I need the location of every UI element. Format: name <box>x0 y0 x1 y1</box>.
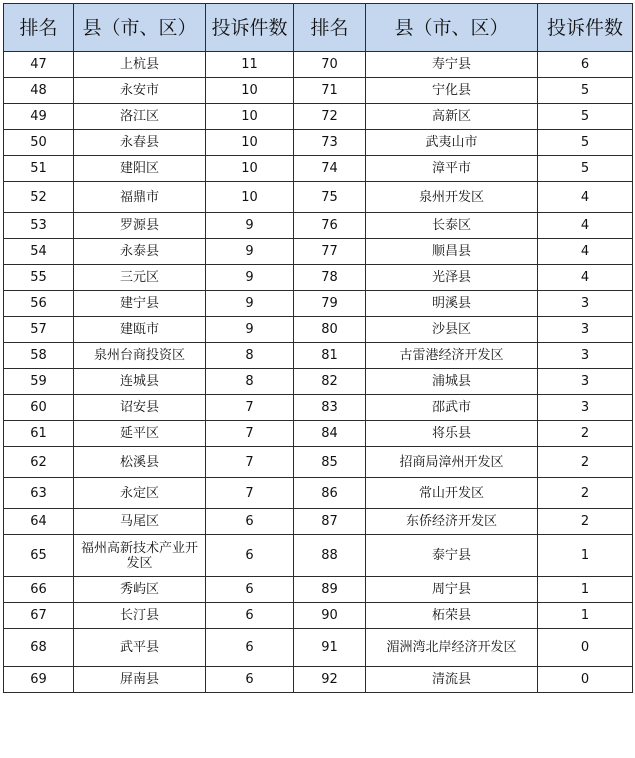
rank-cell: 86 <box>294 478 366 509</box>
count-cell: 7 <box>206 447 294 478</box>
rank-cell: 82 <box>294 369 366 395</box>
county-cell: 常山开发区 <box>366 478 538 509</box>
rank-cell: 54 <box>4 239 74 265</box>
county-cell: 诏安县 <box>74 395 206 421</box>
rank-cell: 65 <box>4 535 74 577</box>
count-cell: 10 <box>206 156 294 182</box>
count-cell: 4 <box>538 182 633 213</box>
table-row <box>4 395 633 421</box>
county-cell: 永定区 <box>74 478 206 509</box>
count-cell: 1 <box>538 603 633 629</box>
count-cell: 10 <box>206 104 294 130</box>
rank-cell: 74 <box>294 156 366 182</box>
count-cell: 7 <box>206 478 294 509</box>
rank-cell: 57 <box>4 317 74 343</box>
count-cell: 5 <box>538 156 633 182</box>
count-cell: 10 <box>206 78 294 104</box>
rank-cell: 51 <box>4 156 74 182</box>
county-cell: 泉州开发区 <box>366 182 538 213</box>
header-county-right: 县（市、区） <box>366 4 538 52</box>
county-cell: 柘荣县 <box>366 603 538 629</box>
count-cell: 9 <box>206 239 294 265</box>
table-row <box>4 182 633 213</box>
rank-cell: 66 <box>4 577 74 603</box>
rank-cell: 88 <box>294 535 366 577</box>
rank-cell: 64 <box>4 509 74 535</box>
count-cell: 4 <box>538 239 633 265</box>
county-cell: 武夷山市 <box>366 130 538 156</box>
county-cell: 连城县 <box>74 369 206 395</box>
county-cell: 将乐县 <box>366 421 538 447</box>
county-cell: 延平区 <box>74 421 206 447</box>
complaint-ranking-table <box>3 3 633 693</box>
table-row <box>4 52 633 78</box>
county-cell: 高新区 <box>366 104 538 130</box>
rank-cell: 68 <box>4 629 74 667</box>
county-cell: 永春县 <box>74 130 206 156</box>
rank-cell: 70 <box>294 52 366 78</box>
rank-cell: 56 <box>4 291 74 317</box>
county-cell: 顺昌县 <box>366 239 538 265</box>
count-cell: 5 <box>538 104 633 130</box>
count-cell: 9 <box>206 317 294 343</box>
table-row <box>4 343 633 369</box>
county-cell: 泰宁县 <box>366 535 538 577</box>
count-cell: 4 <box>538 213 633 239</box>
rank-cell: 49 <box>4 104 74 130</box>
rank-cell: 89 <box>294 577 366 603</box>
county-cell: 沙县区 <box>366 317 538 343</box>
county-cell: 建阳区 <box>74 156 206 182</box>
count-cell: 6 <box>206 509 294 535</box>
count-cell: 6 <box>206 603 294 629</box>
count-cell: 8 <box>206 369 294 395</box>
table-row <box>4 667 633 693</box>
rank-cell: 69 <box>4 667 74 693</box>
count-cell: 6 <box>206 667 294 693</box>
count-cell: 5 <box>538 130 633 156</box>
county-cell: 福州高新技术产业开发区 <box>74 535 206 577</box>
table-row <box>4 478 633 509</box>
county-cell: 光泽县 <box>366 265 538 291</box>
count-cell: 5 <box>538 78 633 104</box>
county-cell: 屏南县 <box>74 667 206 693</box>
county-cell: 浦城县 <box>366 369 538 395</box>
table-row <box>4 239 633 265</box>
header-county-left: 县（市、区） <box>74 4 206 52</box>
rank-cell: 78 <box>294 265 366 291</box>
count-cell: 4 <box>538 265 633 291</box>
count-cell: 2 <box>538 478 633 509</box>
county-cell: 漳平市 <box>366 156 538 182</box>
rank-cell: 85 <box>294 447 366 478</box>
county-cell: 招商局漳州开发区 <box>366 447 538 478</box>
rank-cell: 81 <box>294 343 366 369</box>
county-cell: 永安市 <box>74 78 206 104</box>
table-row <box>4 629 633 667</box>
county-cell: 长泰区 <box>366 213 538 239</box>
count-cell: 9 <box>206 213 294 239</box>
county-cell: 三元区 <box>74 265 206 291</box>
table-row <box>4 156 633 182</box>
county-cell: 马尾区 <box>74 509 206 535</box>
count-cell: 9 <box>206 265 294 291</box>
county-cell: 松溪县 <box>74 447 206 478</box>
rank-cell: 55 <box>4 265 74 291</box>
header-rank-right: 排名 <box>294 4 366 52</box>
rank-cell: 75 <box>294 182 366 213</box>
county-cell: 永泰县 <box>74 239 206 265</box>
count-cell: 9 <box>206 291 294 317</box>
table-row <box>4 104 633 130</box>
rank-cell: 58 <box>4 343 74 369</box>
rank-cell: 67 <box>4 603 74 629</box>
rank-cell: 84 <box>294 421 366 447</box>
count-cell: 2 <box>538 509 633 535</box>
table-row <box>4 369 633 395</box>
table-row <box>4 291 633 317</box>
table-row <box>4 265 633 291</box>
table-row <box>4 78 633 104</box>
table-row <box>4 603 633 629</box>
rank-cell: 83 <box>294 395 366 421</box>
table-row <box>4 130 633 156</box>
rank-cell: 79 <box>294 291 366 317</box>
county-cell: 秀屿区 <box>74 577 206 603</box>
header-count-left: 投诉件数 <box>206 4 294 52</box>
table-row <box>4 213 633 239</box>
count-cell: 3 <box>538 369 633 395</box>
rank-cell: 50 <box>4 130 74 156</box>
count-cell: 3 <box>538 395 633 421</box>
rank-cell: 72 <box>294 104 366 130</box>
count-cell: 10 <box>206 182 294 213</box>
county-cell: 清流县 <box>366 667 538 693</box>
rank-cell: 47 <box>4 52 74 78</box>
rank-cell: 76 <box>294 213 366 239</box>
count-cell: 1 <box>538 535 633 577</box>
rank-cell: 53 <box>4 213 74 239</box>
rank-cell: 77 <box>294 239 366 265</box>
header-count-right: 投诉件数 <box>538 4 633 52</box>
count-cell: 10 <box>206 130 294 156</box>
county-cell: 洛江区 <box>74 104 206 130</box>
count-cell: 2 <box>538 421 633 447</box>
table-row <box>4 317 633 343</box>
table-row <box>4 577 633 603</box>
county-cell: 福鼎市 <box>74 182 206 213</box>
rank-cell: 48 <box>4 78 74 104</box>
rank-cell: 71 <box>294 78 366 104</box>
table-row <box>4 447 633 478</box>
county-cell: 建瓯市 <box>74 317 206 343</box>
rank-cell: 52 <box>4 182 74 213</box>
count-cell: 6 <box>206 577 294 603</box>
count-cell: 3 <box>538 343 633 369</box>
county-cell: 东侨经济开发区 <box>366 509 538 535</box>
header-rank-left: 排名 <box>4 4 74 52</box>
rank-cell: 59 <box>4 369 74 395</box>
county-cell: 宁化县 <box>366 78 538 104</box>
count-cell: 0 <box>538 667 633 693</box>
count-cell: 7 <box>206 395 294 421</box>
count-cell: 8 <box>206 343 294 369</box>
count-cell: 7 <box>206 421 294 447</box>
county-cell: 武平县 <box>74 629 206 667</box>
count-cell: 3 <box>538 317 633 343</box>
rank-cell: 61 <box>4 421 74 447</box>
county-cell: 周宁县 <box>366 577 538 603</box>
count-cell: 11 <box>206 52 294 78</box>
count-cell: 6 <box>538 52 633 78</box>
county-cell: 明溪县 <box>366 291 538 317</box>
count-cell: 3 <box>538 291 633 317</box>
count-cell: 6 <box>206 629 294 667</box>
count-cell: 2 <box>538 447 633 478</box>
county-cell: 古雷港经济开发区 <box>366 343 538 369</box>
rank-cell: 63 <box>4 478 74 509</box>
table-row <box>4 509 633 535</box>
county-cell: 寿宁县 <box>366 52 538 78</box>
county-cell: 湄洲湾北岸经济开发区 <box>366 629 538 667</box>
county-cell: 长汀县 <box>74 603 206 629</box>
table-row <box>4 535 633 577</box>
rank-cell: 60 <box>4 395 74 421</box>
rank-cell: 73 <box>294 130 366 156</box>
rank-cell: 62 <box>4 447 74 478</box>
count-cell: 1 <box>538 577 633 603</box>
rank-cell: 87 <box>294 509 366 535</box>
table-row <box>4 421 633 447</box>
county-cell: 上杭县 <box>74 52 206 78</box>
count-cell: 0 <box>538 629 633 667</box>
county-cell: 邵武市 <box>366 395 538 421</box>
header-row <box>4 4 633 52</box>
count-cell: 6 <box>206 535 294 577</box>
rank-cell: 80 <box>294 317 366 343</box>
rank-cell: 91 <box>294 629 366 667</box>
county-cell: 建宁县 <box>74 291 206 317</box>
rank-cell: 90 <box>294 603 366 629</box>
county-cell: 泉州台商投资区 <box>74 343 206 369</box>
rank-cell: 92 <box>294 667 366 693</box>
county-cell: 罗源县 <box>74 213 206 239</box>
